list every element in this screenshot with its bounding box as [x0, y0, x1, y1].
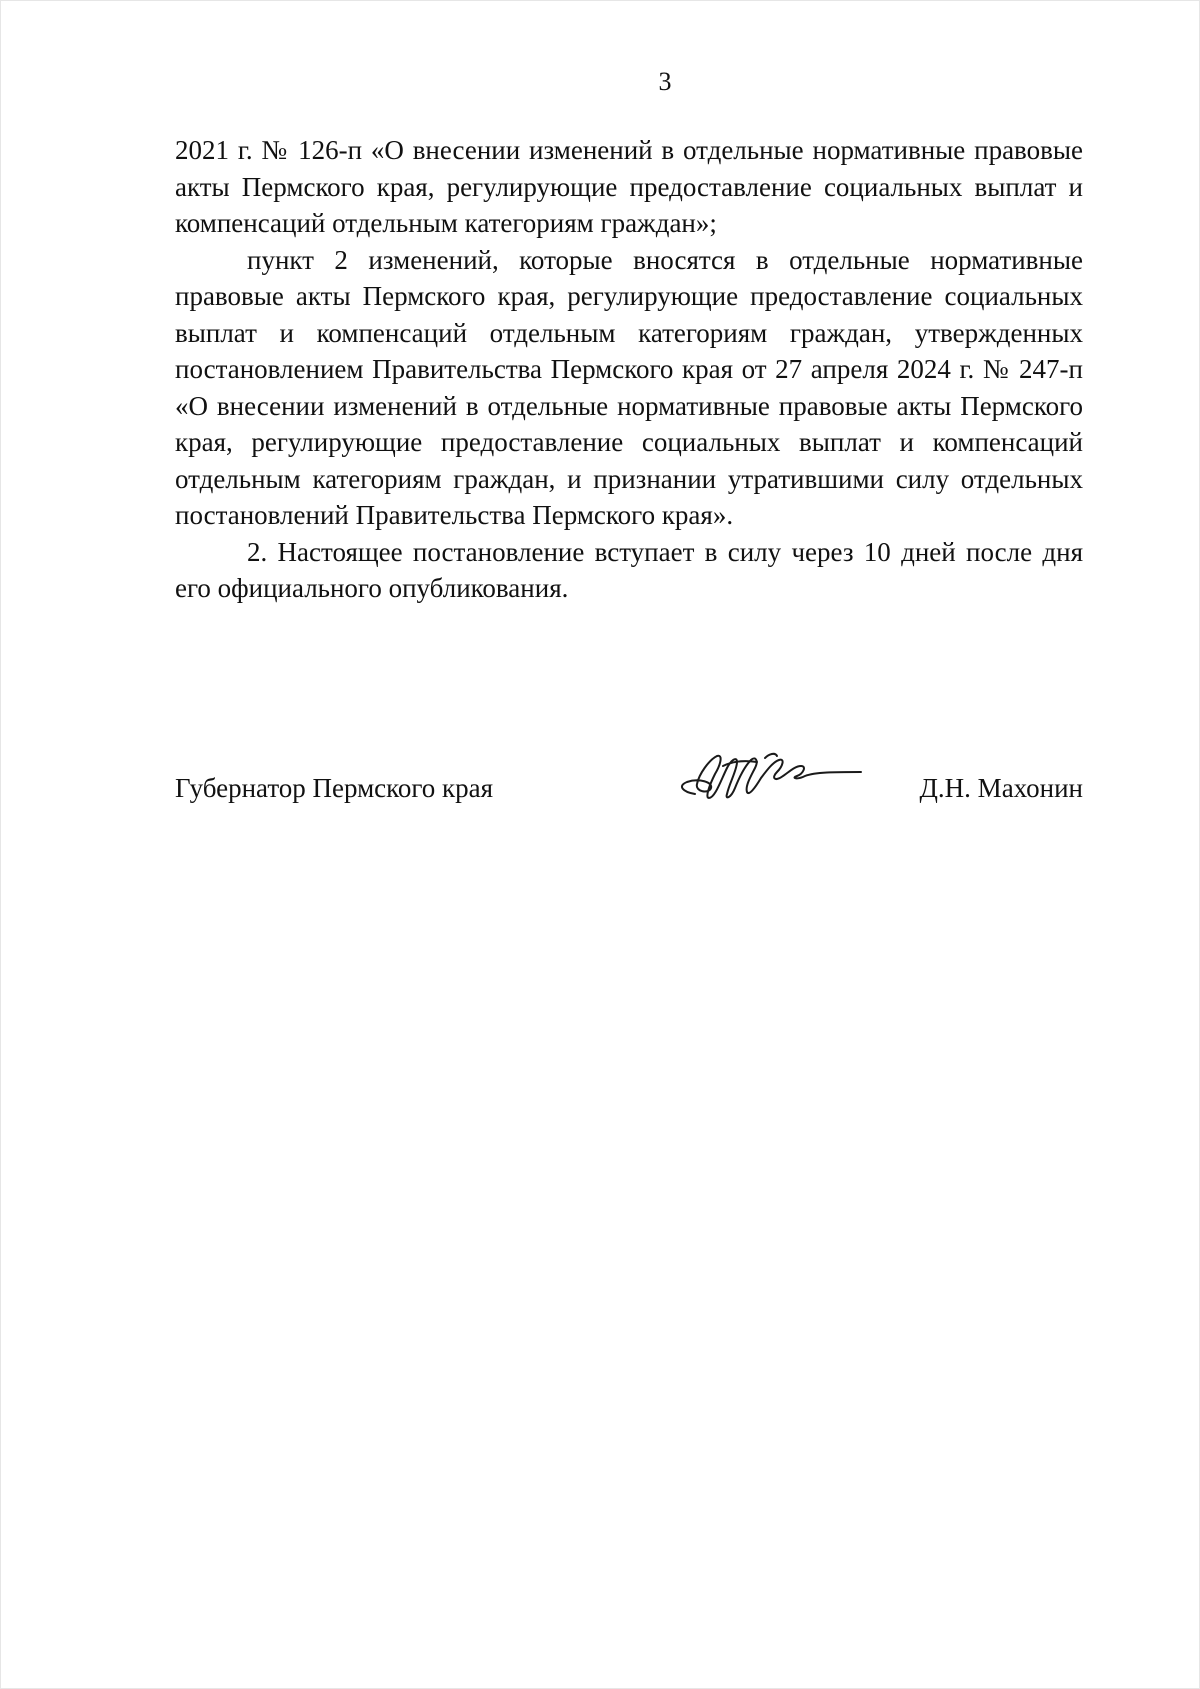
- paragraph-effective-date: 2. Настоящее постановление вступает в силу через 10 дней после дня его официального опубликования.: [175, 536, 1083, 603]
- signer-name: Д.Н. Махонин: [919, 773, 1083, 803]
- document-body: [175, 132, 1083, 607]
- paragraph-clause-2: пункт 2 изменений, которые вносятся в отдельные нормативные правовые акты Пермского края, регулирующие предоставление социальных выплат и компенсаций отдельным категориям граждан, утвержденных постановлением Правительства Пермского края от 27 апреля 2024 г. № 247-п «О внесении изменений в отдельные нормативные правовые акты Пермского края, регулирующие предоставление социальных выплат и компенсаций отдельным категориям граждан, и признании утратившими силу отдельных постановлений Правительства Пермского края».: [175, 244, 1083, 530]
- page-number: 3: [658, 67, 672, 96]
- handwritten-signature: [665, 742, 865, 812]
- signature-block: [175, 770, 1083, 814]
- paragraph-continuation: 2021 г. № 126-п «О внесении изменений в отдельные нормативные правовые акты Пермского края, регулирующие предоставление социальных выплат и компенсаций отдельным категориям граждан»;: [175, 135, 1083, 238]
- signer-title: Губернатор Пермского края: [175, 773, 494, 803]
